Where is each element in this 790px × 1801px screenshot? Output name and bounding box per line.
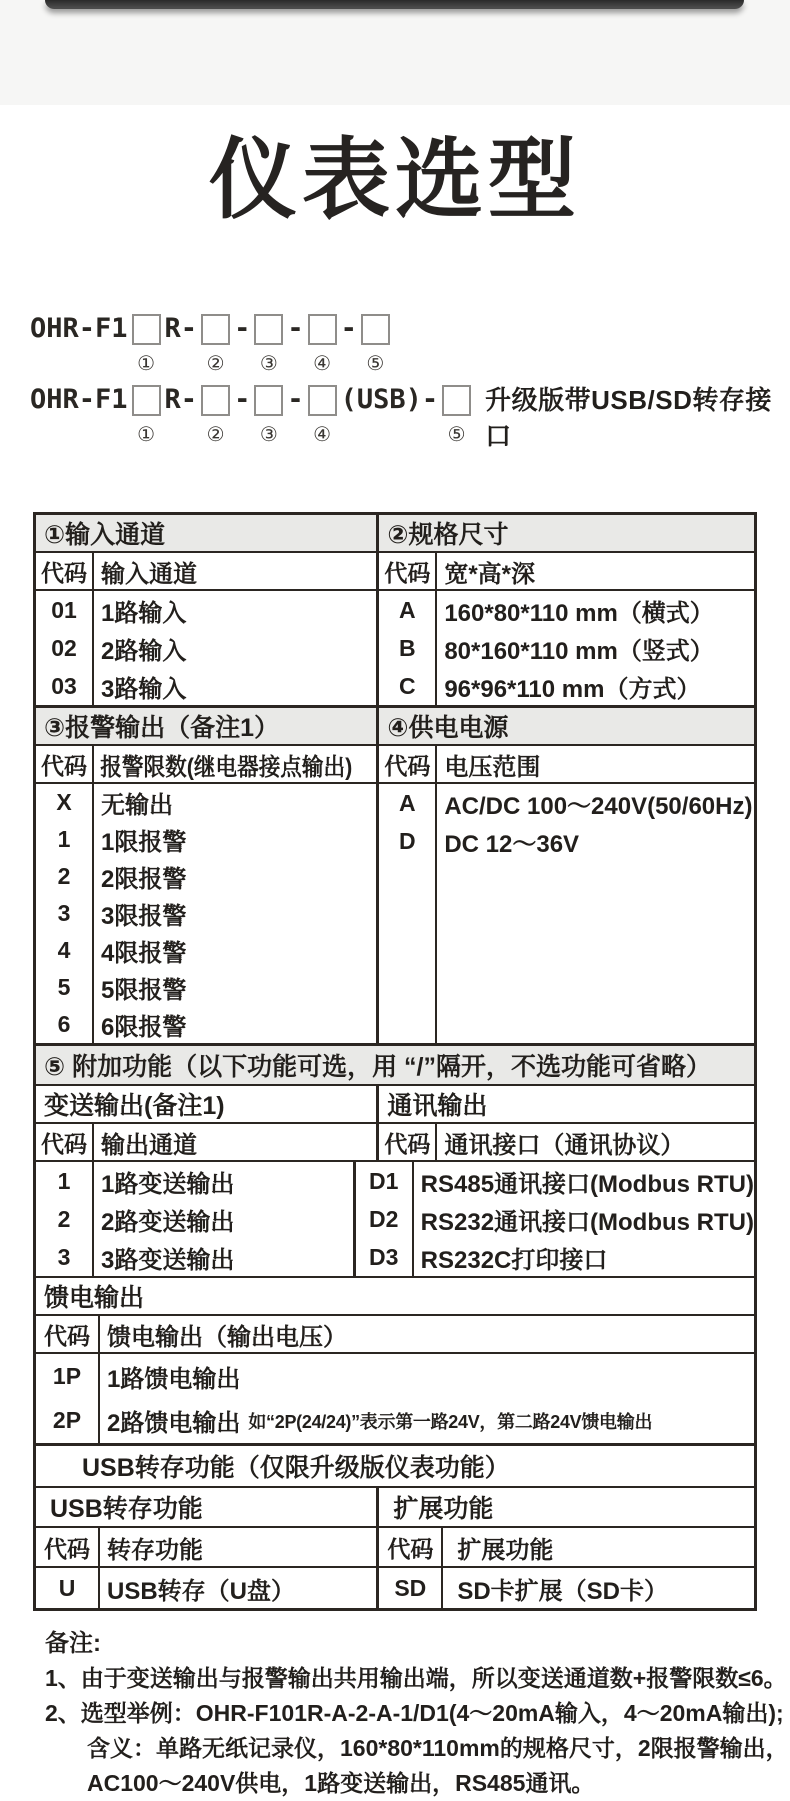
sub-header-row-2 bbox=[36, 746, 754, 784]
sub-header-row-1 bbox=[36, 553, 754, 591]
model-dash: - bbox=[287, 384, 304, 415]
transmit-comm-header-row bbox=[36, 1086, 754, 1124]
model-dash: - bbox=[234, 384, 251, 415]
code-box bbox=[308, 314, 337, 345]
code-box bbox=[308, 385, 337, 416]
section-header-row-1 bbox=[36, 515, 754, 553]
usb-expand-header-row bbox=[36, 1488, 754, 1528]
code-cell: 1P bbox=[52, 1362, 82, 1389]
model-box-2 bbox=[197, 382, 234, 445]
marker-3: ③ bbox=[259, 424, 278, 446]
desc-cell: 1路馈电输出 bbox=[107, 1365, 241, 1393]
comm-header: 通讯输出 bbox=[387, 1092, 488, 1120]
marker-5: ⑤ bbox=[366, 353, 385, 375]
desc-cell: 3限报警 bbox=[101, 903, 187, 930]
model-box-3 bbox=[250, 311, 287, 374]
notes-block bbox=[45, 1627, 789, 1801]
code-box bbox=[132, 385, 161, 416]
feed-sub-header-row bbox=[36, 1316, 754, 1354]
desc-cell: 1路输入 bbox=[101, 599, 187, 627]
feed-desc-label: 馈电输出（输出电压） bbox=[107, 1323, 347, 1351]
desc-cell: 无输出 bbox=[101, 792, 173, 819]
code-cell: B bbox=[399, 634, 416, 661]
code-cell: D bbox=[399, 827, 416, 854]
desc-cell: 1路变送输出 bbox=[101, 1170, 235, 1198]
code-cell: 1 bbox=[57, 826, 71, 852]
model-code-diagram bbox=[30, 311, 790, 454]
code-cell: 3 bbox=[57, 900, 71, 926]
marker-3: ③ bbox=[259, 353, 278, 375]
marker-2: ② bbox=[206, 353, 225, 375]
model-prefix: OHR-F1 bbox=[30, 313, 128, 344]
desc-cell: RS232通讯接口(Modbus RTU) bbox=[420, 1208, 754, 1236]
input-code-label: 代码 bbox=[36, 553, 94, 589]
model-box-3 bbox=[250, 382, 287, 445]
code-box bbox=[201, 385, 230, 416]
desc-cell: 3路输入 bbox=[101, 675, 187, 703]
selection-table bbox=[33, 512, 757, 1611]
model-box-2 bbox=[197, 311, 234, 374]
section-size-header: ②规格尺寸 bbox=[387, 521, 509, 549]
expand-desc-label: 扩展功能 bbox=[457, 1536, 554, 1564]
desc-cell: 96*96*110 mm（方式） bbox=[444, 675, 701, 703]
desc-cell: 4限报警 bbox=[101, 940, 187, 967]
body-usb-expand bbox=[36, 1568, 754, 1608]
code-cell: A bbox=[399, 789, 416, 816]
desc-cell: 2路变送输出 bbox=[101, 1208, 235, 1236]
model-dash: - bbox=[287, 313, 304, 344]
model-seg-r: R- bbox=[164, 313, 198, 344]
section-input-header: ①输入通道 bbox=[44, 521, 166, 549]
code-cell: 6 bbox=[57, 1011, 71, 1037]
code-cell: 3 bbox=[57, 1243, 71, 1270]
model-line-2 bbox=[30, 382, 790, 454]
code-cell: U bbox=[36, 1568, 100, 1608]
power-desc-label: 电压范围 bbox=[444, 753, 541, 781]
marker-4: ④ bbox=[313, 424, 332, 446]
note-2-continued: AC100～240V供电，1路变送输出，RS485通讯。 bbox=[87, 1770, 595, 1796]
code-cell: 02 bbox=[51, 634, 77, 661]
desc-cell: RS485通讯接口(Modbus RTU) bbox=[420, 1170, 754, 1198]
code-cell: X bbox=[56, 789, 72, 815]
desc-cell: AC/DC 100～240V(50/60Hz) bbox=[444, 792, 753, 820]
marker-5: ⑤ bbox=[447, 424, 466, 446]
note-2: 2、选型举例：OHR-F101R-A-2-A-1/D1(4～20mA输入，4～20mA输出); bbox=[45, 1700, 784, 1726]
code-cell: 01 bbox=[51, 596, 77, 623]
alarm-desc-label: 报警限数(继电器接点输出) bbox=[100, 753, 353, 781]
feed-banner-row bbox=[36, 1278, 754, 1316]
code-cell: 4 bbox=[57, 937, 71, 963]
model-seg-usb: (USB)- bbox=[340, 384, 439, 415]
model-box-1 bbox=[128, 311, 165, 374]
expand-code-label: 代码 bbox=[379, 1528, 443, 1566]
code-cell: D3 bbox=[368, 1243, 399, 1270]
code-cell: 2 bbox=[57, 863, 71, 889]
model-line2-suffix: 升级版带USB/SD转存接口 bbox=[485, 385, 772, 451]
desc-cell: 2路输入 bbox=[101, 637, 187, 665]
code-box bbox=[254, 385, 283, 416]
previous-section-bottom-bar bbox=[45, 0, 744, 9]
comm-desc-label: 通讯接口（通讯协议） bbox=[444, 1131, 685, 1159]
desc-cell: 5限报警 bbox=[101, 977, 187, 1004]
code-cell: D2 bbox=[368, 1205, 399, 1232]
usb-header: USB转存功能 bbox=[50, 1495, 203, 1523]
usb-code-label: 代码 bbox=[36, 1528, 100, 1566]
top-strip bbox=[0, 0, 790, 105]
model-box-4 bbox=[304, 311, 341, 374]
note-1: 1、由于变送输出与报警输出共用输出端，所以变送通道数+报警限数≤6。 bbox=[45, 1665, 787, 1691]
sub-header-row-3 bbox=[36, 1124, 754, 1162]
sub-header-row-4 bbox=[36, 1528, 754, 1568]
body-feed bbox=[36, 1354, 754, 1446]
alarm-code-label: 代码 bbox=[36, 746, 94, 782]
desc-cell: SD卡扩展（SD卡） bbox=[457, 1577, 669, 1605]
comm-code-label: 代码 bbox=[379, 1124, 437, 1160]
body-alarm-power bbox=[36, 784, 754, 1046]
notes-label: 备注: bbox=[45, 1630, 101, 1657]
section-alarm-header: ③报警输出（备注1） bbox=[44, 714, 280, 742]
model-seg-r: R- bbox=[164, 384, 198, 415]
feed-code-label: 代码 bbox=[36, 1316, 100, 1352]
code-cell: C bbox=[399, 672, 416, 699]
body-transmit-comm bbox=[36, 1162, 754, 1278]
expand-header: 扩展功能 bbox=[393, 1495, 494, 1523]
transmit-code-label: 代码 bbox=[36, 1124, 94, 1160]
body-input-size bbox=[36, 591, 754, 708]
desc-cell: 1限报警 bbox=[101, 829, 187, 856]
usb-banner-row bbox=[36, 1446, 754, 1488]
transmit-header: 变送输出(备注1) bbox=[44, 1092, 225, 1120]
addon-banner: ⑤ 附加功能（以下功能可选，用 “/”隔开，不选功能可省略） bbox=[44, 1053, 712, 1081]
usb-desc-label: 转存功能 bbox=[107, 1536, 203, 1564]
code-cell: 1 bbox=[57, 1167, 71, 1194]
code-cell: A bbox=[399, 596, 416, 623]
model-box-5 bbox=[438, 382, 475, 445]
usb-banner: USB转存功能（仅限升级版仪表功能） bbox=[82, 1454, 510, 1482]
code-cell: SD bbox=[379, 1568, 443, 1608]
code-cell: 2 bbox=[57, 1205, 71, 1232]
desc-cell: DC 12～36V bbox=[444, 830, 580, 858]
code-cell: 03 bbox=[51, 672, 77, 699]
section-power-header: ④供电电源 bbox=[387, 714, 509, 742]
model-box-5 bbox=[357, 311, 394, 374]
size-desc-label: 宽*高*深 bbox=[444, 560, 536, 588]
code-box bbox=[361, 314, 390, 345]
desc-cell: 2路馈电输出 bbox=[107, 1410, 241, 1437]
marker-1: ① bbox=[137, 353, 156, 375]
code-box bbox=[442, 385, 471, 416]
model-box-4 bbox=[304, 382, 341, 445]
transmit-desc-label: 输出通道 bbox=[101, 1131, 197, 1159]
desc-cell: 3路变送输出 bbox=[101, 1246, 235, 1274]
model-prefix: OHR-F1 bbox=[30, 384, 128, 415]
feed-banner: 馈电输出 bbox=[44, 1284, 145, 1312]
feed-note: 如“2P(24/24)”表示第一路24V，第二路24V馈电输出 bbox=[248, 1411, 653, 1432]
model-dash: - bbox=[340, 313, 357, 344]
desc-cell: RS232C打印接口 bbox=[420, 1246, 608, 1274]
code-box bbox=[132, 314, 161, 345]
size-code-label: 代码 bbox=[379, 553, 437, 589]
power-code-label: 代码 bbox=[379, 746, 437, 782]
desc-cell: 6限报警 bbox=[101, 1014, 187, 1041]
page-title: 仪表选型 bbox=[208, 130, 581, 229]
code-box bbox=[201, 314, 230, 345]
note-2-meaning: 含义：单路无纸记录仪，160*80*110mm的规格尺寸，2限报警输出， bbox=[87, 1735, 789, 1761]
input-desc-label: 输入通道 bbox=[101, 560, 197, 588]
model-dash: - bbox=[234, 313, 251, 344]
code-cell: D1 bbox=[368, 1167, 399, 1194]
marker-4: ④ bbox=[313, 353, 332, 375]
code-cell: 5 bbox=[57, 974, 71, 1000]
model-line-1 bbox=[30, 311, 790, 374]
code-box bbox=[254, 314, 283, 345]
desc-cell: 2限报警 bbox=[101, 866, 187, 893]
desc-cell: USB转存（U盘） bbox=[107, 1577, 296, 1605]
addon-banner-row bbox=[36, 1046, 754, 1086]
model-box-1 bbox=[128, 382, 165, 445]
desc-cell: 160*80*110 mm（横式） bbox=[444, 599, 714, 627]
section-header-row-2 bbox=[36, 708, 754, 746]
code-cell: 2P bbox=[52, 1407, 82, 1433]
marker-1: ① bbox=[137, 424, 156, 446]
marker-2: ② bbox=[206, 424, 225, 446]
desc-cell: 80*160*110 mm（竖式） bbox=[444, 637, 714, 665]
